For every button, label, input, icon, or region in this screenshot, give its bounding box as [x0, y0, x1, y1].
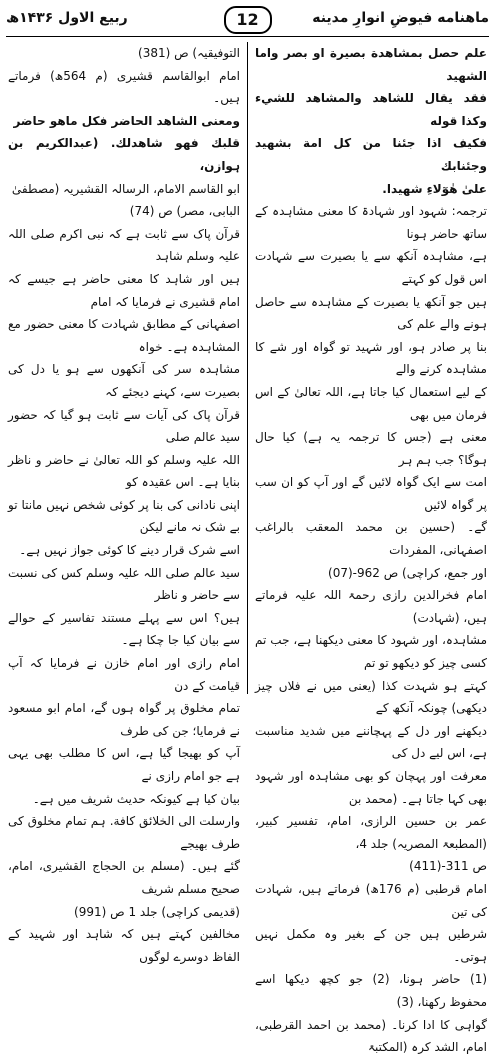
left-column [8, 42, 240, 964]
text-line: شرطیں ہیں جن کے بغیر وہ مکمل نہیں ہوتی۔ [255, 927, 487, 964]
text-line: امام رازی اور امام خازن نے فرمایا کہ آپ قیامت کے دن [8, 656, 240, 693]
text-line: ابو القاسم الامام، الرسالہ القشیریہ (مصطفیٰ [11, 181, 240, 196]
text-line: تمام مخلوق پر گواہ ہوں گے، امام ابو مسعود نے فرمایا؛ جن کی طرف [8, 701, 240, 738]
page-header [6, 6, 489, 36]
text-line: ص 311-(411) [409, 859, 487, 874]
text-line: کہتے ہو شہدت کذا (یعنی میں نے فلاں چیز دیکھی) چونکہ آنکھ کے [255, 678, 487, 716]
text-line: ہیں؟ اس سے پہلے مستند تفاسیر کے حوالے سے بیان کیا جا چکا ہے۔ [8, 610, 240, 648]
text-line: اسے شرک قرار دینے کا کوئی جواز نہیں ہے۔ [19, 543, 240, 558]
text-line: بنا پر صادر ہو، اور شہید تو گواہ اور شے کا مشاہدہ کرنے والے [255, 339, 487, 377]
text-line: امام فخرالدین رازی رحمۃ اللہ علیہ فرماتے ہیں، (شہادت) [255, 588, 487, 625]
text-line: امام قرطبی (م 176ھ) فرماتے ہیں، شہادت کی تین [255, 881, 488, 919]
text-line: قرآن پاک سے ثابت ہے کہ نبی اکرم صلی اللہ علیہ وسلم شاہد [8, 226, 240, 264]
text-line: (قدیمی کراچی) جلد 1 ص (991) [74, 904, 240, 919]
text-line: ہیں اور شاہد کا معنی حاضر ہے جیسے کہ امام قشیری نے فرمایا کہ امام [8, 271, 240, 309]
text-line: مشاہدہ، اور شہود کا معنی دیکھنا ہے، جب تم کسی چیز کو دیکھو تو تم [255, 633, 487, 671]
text-line: ہیں جو آنکھ یا بصیرت کے مشاہدہ سے حاصل ہونے والے علم کی [255, 294, 487, 332]
text-line: وارسلت الى الخلائق كافة. ہم تمام مخلوق کی طرف بھیجے [8, 814, 240, 851]
text-line: البابی، مصر) ص (74) [129, 204, 240, 219]
text-line: (1) حاضر ہونا، (2) جو کچھ دیکھا اسے محفوظ رکھنا، (3) [255, 972, 488, 1009]
text-line: ومعنى الشاهد الحاضر فكل ماهو حاضر [13, 113, 240, 128]
right-column [255, 42, 488, 1055]
text-line: التوفیقیہ) ص (381) [138, 46, 240, 60]
text-line: عمر بن حسین الرازی، امام، تفسیر کبیر، (المطبعۃ المصریہ) جلد 4، [255, 814, 487, 851]
text-line: گئے ہیں۔ (مسلم بن الحجاج القشیری، امام، صحیح مسلم شریف [8, 859, 240, 896]
text-line: علیٰ ھٰوٓلاءِ شهيدا. [382, 181, 487, 196]
text-line: اپنی نادانی کی بنا پر کوئی شخص نہیں مانتا تو بے شک نہ مانے لیکن [8, 497, 240, 535]
text-line: سید عالم صلی اللہ علیہ وسلم کس کی نسبت سے حاضر و ناظر [8, 565, 240, 603]
text-line: مشاہدہ سر کی آنکھوں سے ہو یا دل کی بصیرت سے، کہنے دیجئے کہ [8, 362, 240, 399]
text-line: دیکھنے اور دل کے پہچاننے میں شدید مناسبت ہے، اس لیے دل کی [255, 723, 487, 761]
text-line: مخالفین کہتے ہیں کہ شاہد اور شہید کے الفاظ دوسرے لوگوں [8, 927, 240, 964]
text-line: معرفت اور پہچان کو بھی مشاہدہ اور شہود بھی کہا جاتا ہے۔ (محمد بن [255, 769, 487, 806]
text-line: علم حصل بمشاهدة بصيرة او بصر واما الشهيد [255, 46, 487, 83]
page-number-badge: 12 [224, 6, 272, 34]
text-line: قرآن پاک کی آیات سے ثابت ہو گیا کہ حضور سید عالم صلی [8, 407, 240, 445]
text-line: امت سے ایک گواہ لائیں گے اور آپ کو ان سب پر گواہ لائیں [255, 475, 487, 512]
text-line: ترجمہ: شہود اور شہادۃ کا معنی مشاہدہ کے ساتھ حاضر ہونا [255, 204, 487, 241]
text-line: معنی ہے (جس کا ترجمہ یہ ہے) کیا حال ہوگا؟ جب ہم ہر [255, 430, 487, 467]
issue-date: ربیع الاول ۱۴۳۶ھ [6, 10, 128, 26]
text-line: گواہی کا ادا کرنا۔ (محمد بن احمد القرطبی، امام، الشد کرہ (المکتبۃ [255, 1017, 487, 1055]
text-line: بیان کیا ہے کیونکہ حدیث شریف میں ہے۔ [32, 791, 240, 806]
header-rule [6, 36, 489, 37]
text-line: فقد يقال للشاهد والمشاهد للشيء وكذا قوله [255, 91, 487, 128]
text-line: اور جمع، کراچی) ص 962-(07) [328, 565, 487, 580]
text-line: قلبك فهو شاهدلك. (عبدالکریم بن ہوازن، [8, 136, 240, 173]
text-line: گے۔ (حسین بن محمد المعقب بالراغب اصفہانی، المفردات [255, 520, 487, 558]
text-line: امام ابوالقاسم قشیری (م 564ھ) فرماتے ہیں۔ [8, 68, 240, 106]
text-line: فكيف اذا جئنا من كل امة بشهيد وجئنابك [255, 136, 487, 173]
text-line: اصفہانی کے مطابق شہادت کا معنی حضور مع المشاہدہ ہے۔ خواہ [8, 317, 240, 354]
text-line: اللہ علیہ وسلم کو اللہ تعالیٰ نے حاضر و ناظر بنایا ہے۔ اس عقیدہ کو [8, 452, 240, 490]
column-divider [247, 42, 248, 694]
text-line: کے لیے استعمال کیا جاتا ہے، اللہ تعالیٰ کے اس فرمان میں بھی [255, 384, 487, 422]
text-line: آپ کو بھیجا گیا ہے، اس کا مطلب بھی یہی ہے جو امام رازی نے [8, 746, 240, 783]
text-line: ہے، مشاہدہ آنکھ سے یا بصیرت سے شہادت اس قول کو کہتے [255, 249, 487, 286]
journal-title: ماهنامه فيوضِ انوارِ مدينه [312, 10, 489, 26]
